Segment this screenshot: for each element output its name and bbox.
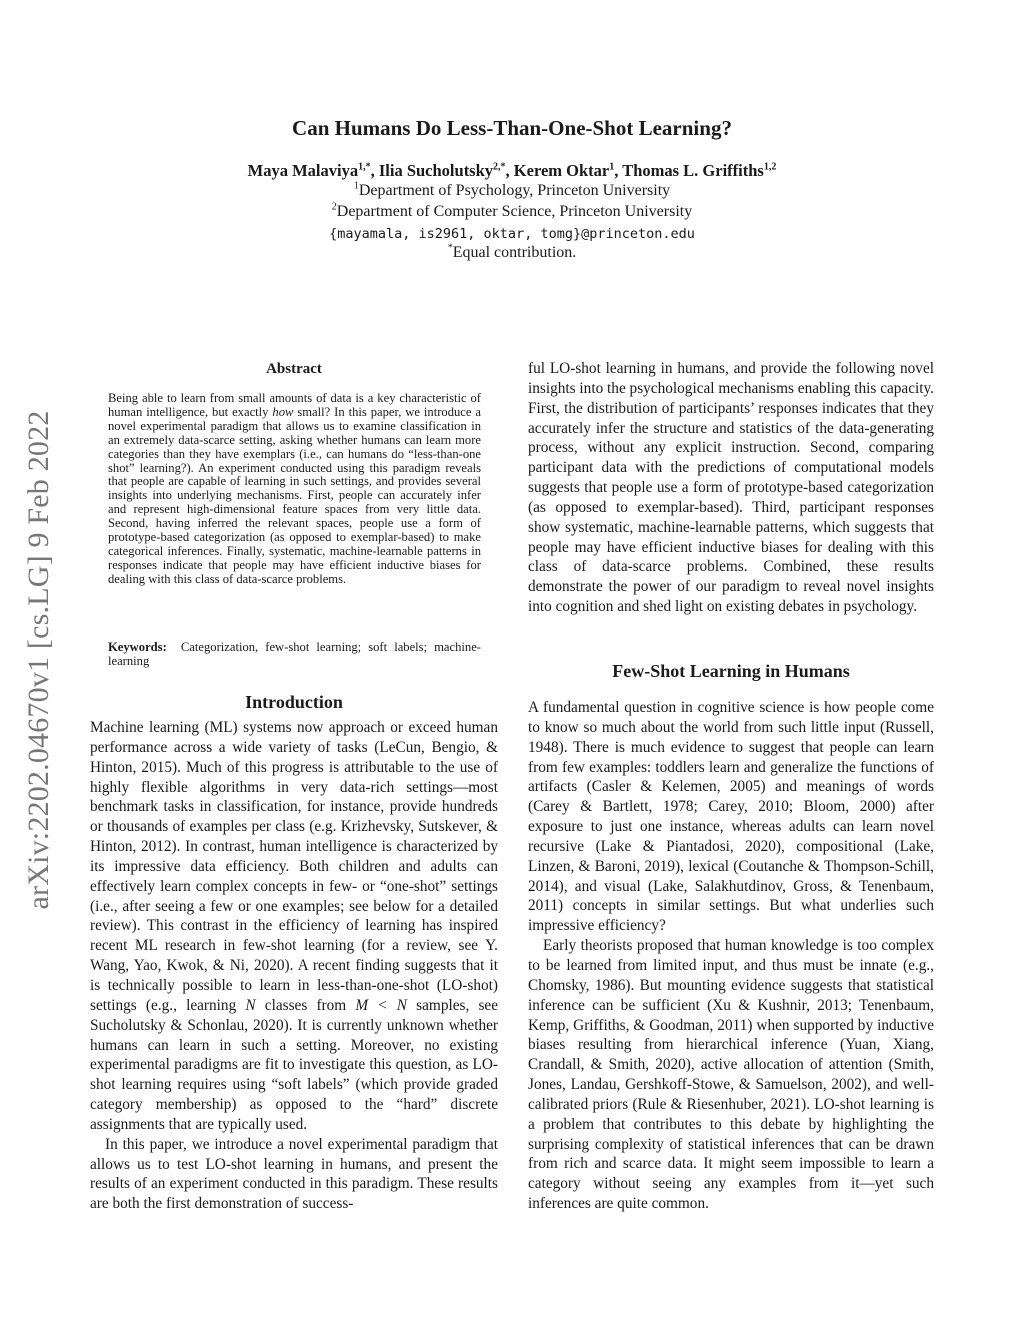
introduction-body	[90, 718, 498, 1214]
paragraph: In this paper, we introduce a novel experimental paradigm that allows us to test LO-shot learning in humans, and present the results of an experiment conducted in this paradigm. These results are both the first demonstration of success-	[90, 1135, 498, 1213]
author-affiliation-mark: 1,2	[763, 161, 777, 173]
author-affiliation-mark: 1,*	[358, 161, 371, 173]
right-column-continuation	[528, 359, 934, 617]
introduction-heading: Introduction	[245, 692, 343, 712]
paragraph	[90, 718, 498, 1135]
text-run: classes from	[255, 996, 356, 1014]
paragraph: A fundamental question in cognitive science is how people come to know so much about the world from such little input (Russell, 1948). There is much evidence to suggest that people can learn from few examples: toddlers learn and generalize the functions of artifacts (Casler & Kelemen, 2005) and meanings of words (Carey & Bartlett, 1978; Carey, 2010; Bloom, 2000) after exposure to just one instance, whereas adults can learn novel recursive (Lake & Piantadosi, 2020), compositional (Lake, Linzen, & Baroni, 2019), lexical (Coutanche & Thompson-Schill, 2014), and visual (Lake, Salakhutdinov, Gross, & Tenenbaum, 2011) concepts in similar settings. But what underlies such impressive efficiency?	[528, 699, 934, 935]
arxiv-identifier: arXiv:2202.04670v1 [cs.LG] 9 Feb 2022	[22, 410, 55, 910]
affiliation-mark: 1	[353, 180, 359, 192]
keywords-text: Categorization, few-shot learning; soft labels; machine-learning	[108, 640, 481, 668]
affiliation-mark: 2	[331, 201, 337, 213]
author-name: Thomas L. Griffiths	[622, 161, 764, 180]
equal-contribution-note	[0, 243, 1024, 263]
text-run: samples, see Sucholutsky & Schonlau, 2020). It is currently unknown whether humans can learn in such a setting. Moreover, no existing experimental paradigms are fit to investigate this question, as LO-shot learning requires using “soft labels” (which provide graded category membership) as opposed to the “hard” discrete assignments that are typically used.	[90, 996, 498, 1133]
equal-contribution-text: Equal contribution.	[452, 244, 577, 261]
affiliation-text: Department of Psychology, Princeton University	[358, 182, 671, 199]
author-affiliation-mark: 2,*	[493, 161, 506, 173]
few-shot-learning-heading: Few-Shot Learning in Humans	[612, 661, 850, 681]
math-symbol: N	[245, 996, 256, 1014]
keywords	[108, 640, 481, 668]
author-affiliation-mark: 1	[609, 161, 615, 173]
few-shot-learning-body	[528, 698, 934, 1214]
paragraph: ful LO-shot learning in humans, and provide the following novel insights into the psychological mechanisms enabling this capacity. First, the distribution of participants’ responses indicates that they accurately infer the structure and statistics of the data-generating process, without any explicit instruction. Second, comparing participant data with the predictions of computational models suggests that people use a form of prototype-based categorization (as opposed to exemplar-based). Third, participant responses show systematic, machine-learnable patterns, which suggests that people may have efficient inductive biases for dealing with this class of data-scarce problems. Combined, these results demonstrate the power of our paradigm to reveal novel insights into cognition and shed light on existing debates in psychology.	[528, 360, 934, 616]
abstract-text-part: small? In this paper, we introduce a novel experimental paradigm that allows us to examine classification in an extremely data-scarce setting, asking whether humans can learn more categories than they have exemplars (i.e., can humans do “less-than-one shot” learning?). An experiment conducted using this paradigm reveals that people are capable of learning in such settings, and provides several insights into underlying mechanisms. First, people can accurately infer and represent high-dimensional feature spaces from very little data. Second, having inferred the relevant spaces, people use a form of prototype-based categorization (as opposed to exemplar-based) to make categorical inferences. Finally, systematic, machine-learnable patterns in responses indicate that people may have efficient inductive biases for dealing with this class of data-scarce problems.	[108, 404, 482, 586]
math-expression: M < N	[355, 996, 407, 1014]
affiliation-1	[0, 181, 1024, 201]
affiliation-text: Department of Computer Science, Princeton University	[336, 203, 693, 220]
author-name: Maya Malaviya	[247, 161, 359, 180]
equal-mark: *	[447, 242, 453, 254]
arxiv-sidebar	[14, 360, 64, 960]
paragraph: Early theorists proposed that human knowledge is too complex to be learned from limited input, and thus must be innate (e.g., Chomsky, 1986). But mounting evidence suggests that statistical inference can be sufficient (Xu & Kushnir, 2013; Tenenbaum, Kemp, Griffiths, & Goodman, 2011) when supported by inductive biases resulting from hierarchical inference (Yuan, Xiang, Crandall, & Smith, 2020), active allocation of attention (Smith, Jones, Landau, Gershkoff-Stowe, & Samuelson, 2002), and well-calibrated priors (Rule & Riesenhuber, 2021). LO-shot learning is a problem that contributes to this debate by highlighting the surprising complexity of statistical inferences that can be drawn from rich and scarce data. It might seem impossible to learn a category without seeing any examples from it—yet such inferences are quite common.	[528, 937, 934, 1213]
abstract-text-part: Being able to learn from small amounts of data is a key characteristic of human intelligence, but exactly	[108, 391, 481, 419]
author-emails: {mayamala, is2961, oktar, tomg}@princeton.edu	[329, 226, 695, 242]
abstract-emphasis: how	[272, 404, 294, 419]
abstract-heading: Abstract	[266, 361, 322, 377]
author-name: Ilia Sucholutsky	[378, 161, 494, 180]
keywords-label: Keywords:	[108, 640, 167, 654]
abstract-text	[108, 392, 481, 587]
paper-title: Can Humans Do Less-Than-One-Shot Learning?	[292, 116, 732, 140]
text-run: Machine learning (ML) systems now approach or exceed human performance across a wide variety of tasks (LeCun, Bengio, & Hinton, 2015). Much of this progress is attributable to the use of highly flexible algorithms in very data-rich settings—most benchmark tasks in classification, for instance, provide hundreds or thousands of examples per class (e.g. Krizhevsky, Sutskever, & Hinton, 2012). In contrast, human intelligence is characterized by its impressive data efficiency. Both children and adults can effectively learn complex concepts in few- or “one-shot” settings (i.e., after seeing a few or one examples; see below for a detailed review). This contrast in the efficiency of learning has inspired recent ML research in few-shot learning (for a review, see Y. Wang, Yao, Kwok, & Ni, 2020). A recent finding suggests that it is technically possible to learn in less-than-one-shot (LO-shot) settings (e.g., learning	[90, 719, 498, 1014]
affiliation-2	[0, 202, 1024, 222]
author-name: Kerem Oktar	[513, 161, 610, 180]
author-list: Maya Malaviya$^{1,*}$, Ilia Sucholutsky$^{2,*}$, Kerem Oktar$^1$, Thomas L. Griffiths$^{1,2}$	[247, 161, 777, 180]
